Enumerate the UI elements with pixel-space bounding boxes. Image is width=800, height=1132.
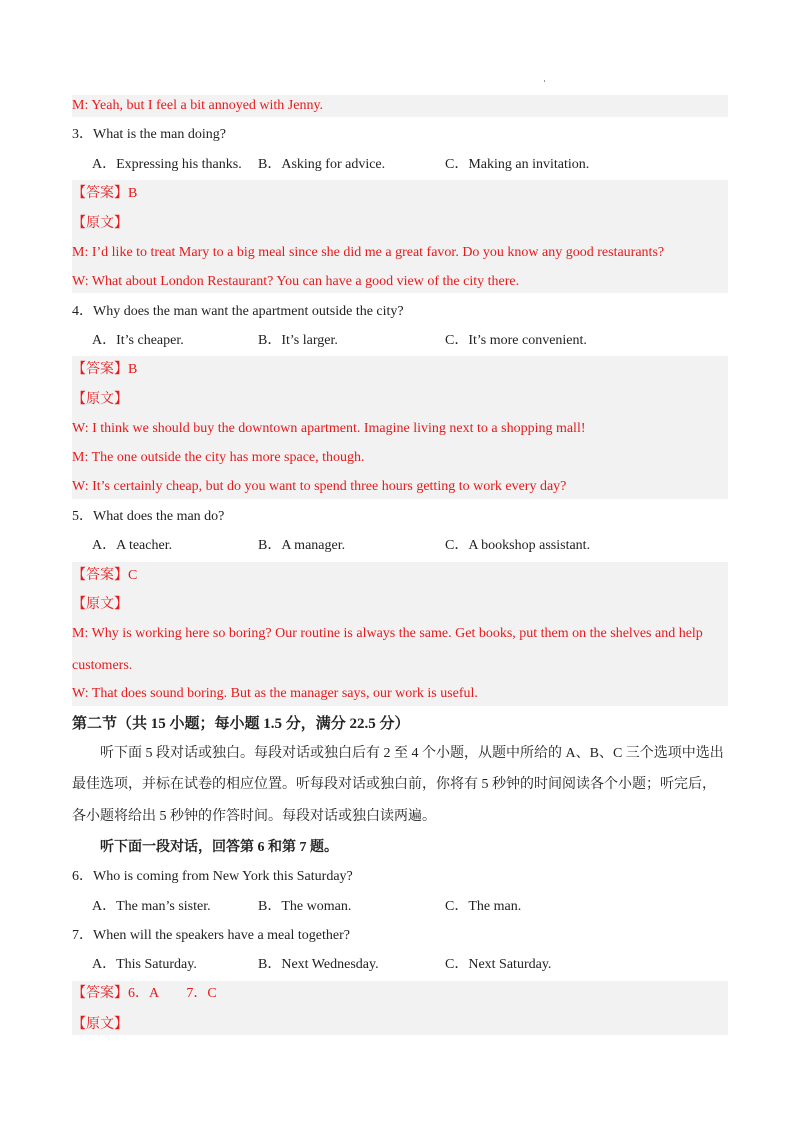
option-c: C．Next Saturday.	[445, 957, 552, 972]
options-4	[0, 331, 800, 351]
options-5	[0, 536, 800, 556]
question-5: 5．What does the man do?	[72, 509, 225, 524]
transcript-line: M: I’d like to treat Mary to a big meal since she did me a great favor. Do you know any good restaurants?	[72, 245, 665, 260]
options-7	[0, 955, 800, 975]
option-c: C．A bookshop assistant.	[445, 538, 591, 553]
answer-label: 【答案】B	[72, 362, 138, 377]
option-c: C．Making an invitation.	[445, 157, 590, 172]
answer-label: 【答案】6．A 7．C	[72, 986, 217, 1001]
option-a: A．A teacher.	[92, 538, 173, 553]
option-a: A．The man’s sister.	[92, 899, 211, 914]
option-b: B．A manager.	[258, 538, 346, 553]
answer-label: 【答案】B	[72, 186, 138, 201]
transcript-line: M: The one outside the city has more space, though.	[72, 450, 365, 465]
instructions: 最佳选项，并标在试卷的相应位置。听每段对话或独白前，你将有 5 秒钟的时间阅读各个小题；听完后，	[72, 777, 716, 792]
transcript-line: W: What about London Restaurant? You can have a good view of the city there.	[72, 274, 520, 289]
section-heading: 第二节（共 15 小题；每小题 1.5 分，满分 22.5 分）	[72, 716, 410, 732]
original-text-label: 【原文】	[72, 216, 128, 231]
answer-label: 【答案】C	[72, 568, 138, 583]
option-c: C．It’s more convenient.	[445, 333, 587, 348]
transcript-line: W: That does sound boring. But as the manager says, our work is useful.	[72, 686, 478, 701]
transcript-line: W: I think we should buy the downtown apartment. Imagine living next to a shopping mall!	[72, 421, 586, 436]
question-4: 4．Why does the man want the apartment outside the city?	[72, 304, 404, 319]
original-text-label: 【原文】	[72, 597, 128, 612]
instructions: 各小题将给出 5 秒钟的作答时间。每段对话或独白读两遍。	[72, 809, 436, 824]
transcript-line: W: It’s certainly cheap, but do you want to spend three hours getting to work every day?	[72, 479, 567, 494]
option-a: A．This Saturday.	[92, 957, 197, 972]
sub-instruction: 听下面一段对话，回答第 6 和第 7 题。	[100, 840, 338, 855]
page-mark	[544, 80, 545, 82]
option-b: B．The woman.	[258, 899, 352, 914]
option-b: B．Asking for advice.	[258, 157, 386, 172]
transcript-line: customers.	[72, 658, 133, 673]
question-7: 7．When will the speakers have a meal together?	[72, 928, 350, 943]
transcript-line: M: Yeah, but I feel a bit annoyed with Jenny.	[72, 98, 324, 113]
original-text-label: 【原文】	[72, 1017, 128, 1032]
option-a: A．It’s cheaper.	[92, 333, 184, 348]
options-6	[0, 897, 800, 917]
instructions: 听下面 5 段对话或独白。每段对话或独白后有 2 至 4 个小题，从题中所给的 A、B、C 三个选项中选出	[100, 746, 724, 761]
original-text-label: 【原文】	[72, 392, 128, 407]
option-a: A．Expressing his thanks.	[92, 157, 242, 172]
question-3: 3．What is the man doing?	[72, 127, 226, 142]
option-b: B．Next Wednesday.	[258, 957, 379, 972]
option-c: C．The man.	[445, 899, 522, 914]
transcript-line: M: Why is working here so boring? Our routine is always the same. Get books, put them on the shelves and help	[72, 626, 703, 641]
options-3	[0, 155, 800, 175]
option-b: B．It’s larger.	[258, 333, 338, 348]
question-6: 6．Who is coming from New York this Saturday?	[72, 869, 353, 884]
